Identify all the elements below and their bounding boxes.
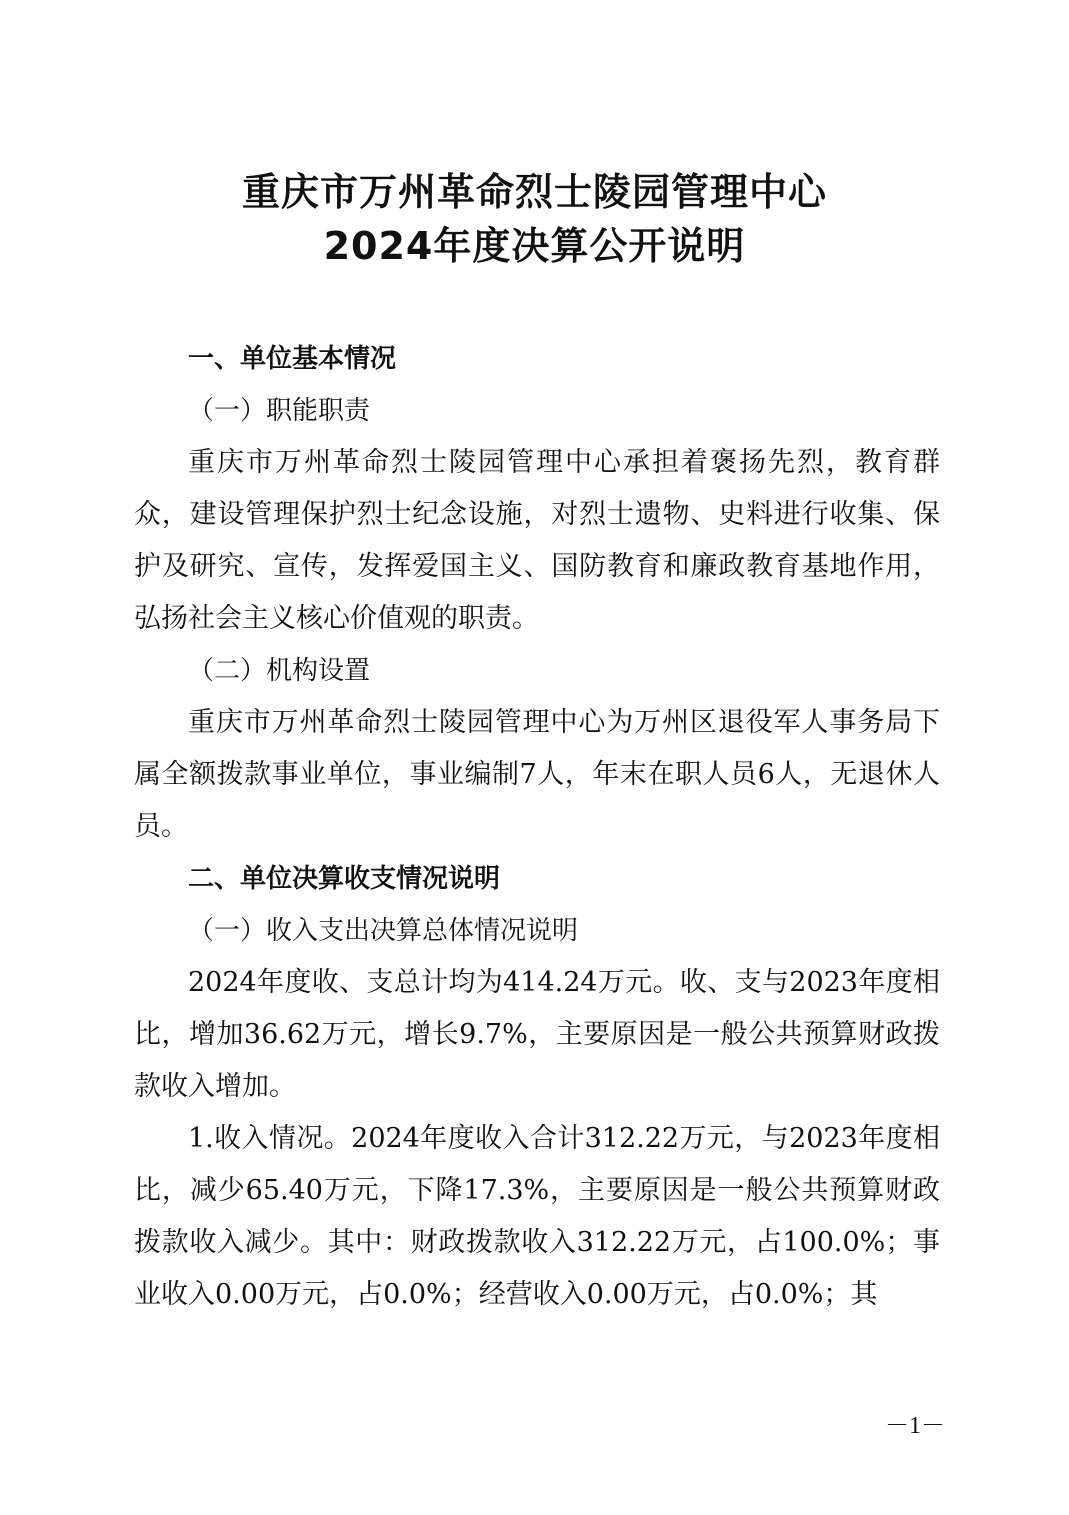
- document-title-line-2: 2024年度决算公开说明: [323, 224, 746, 268]
- document-body: [134, 333, 940, 1321]
- section-heading-2: 二、单位决算收支情况说明: [188, 864, 501, 894]
- document-title-line-1: 重庆市万州革命烈士陵园管理中心: [241, 170, 827, 214]
- subsection-heading-1-1: （一）职能职责: [188, 396, 371, 426]
- paragraph-total-income-expense: 2024年度收、支总计均为414.24万元。收、支与2023年度相比，增加36.62万元，增长9.7%，主要原因是一般公共预算财政拨款收入增加。: [134, 967, 940, 1102]
- subsection-heading-1-2: （二）机构设置: [188, 656, 371, 686]
- page-number: －1－: [885, 1413, 945, 1439]
- paragraph-organization: 重庆市万州革命烈士陵园管理中心为万州区退役军人事务局下属全额拨款事业单位，事业编制7人，年末在职人员6人，无退休人员。: [134, 707, 940, 842]
- paragraph-duties: 重庆市万州革命烈士陵园管理中心承担着褒扬先烈，教育群众，建设管理保护烈士纪念设施，对烈士遗物、史料进行收集、保护及研究、宣传，发挥爱国主义、国防教育和廉政教育基地作用，弘扬社会主义核心价值观的职责。: [134, 447, 940, 634]
- paragraph-income: 1.收入情况。2024年度收入合计312.22万元，与2023年度相比，减少65.40万元，下降17.3%，主要原因是一般公共预算财政拨款收入减少。其中：财政拨款收入312.22万元，占100.0%；事业收入0.00万元，占0.0%；经营收入0.00万元，占0.0%；其: [134, 1123, 940, 1310]
- section-heading-1: 一、单位基本情况: [188, 344, 397, 374]
- subsection-heading-2-1: （一）收入支出决算总体情况说明: [188, 916, 579, 946]
